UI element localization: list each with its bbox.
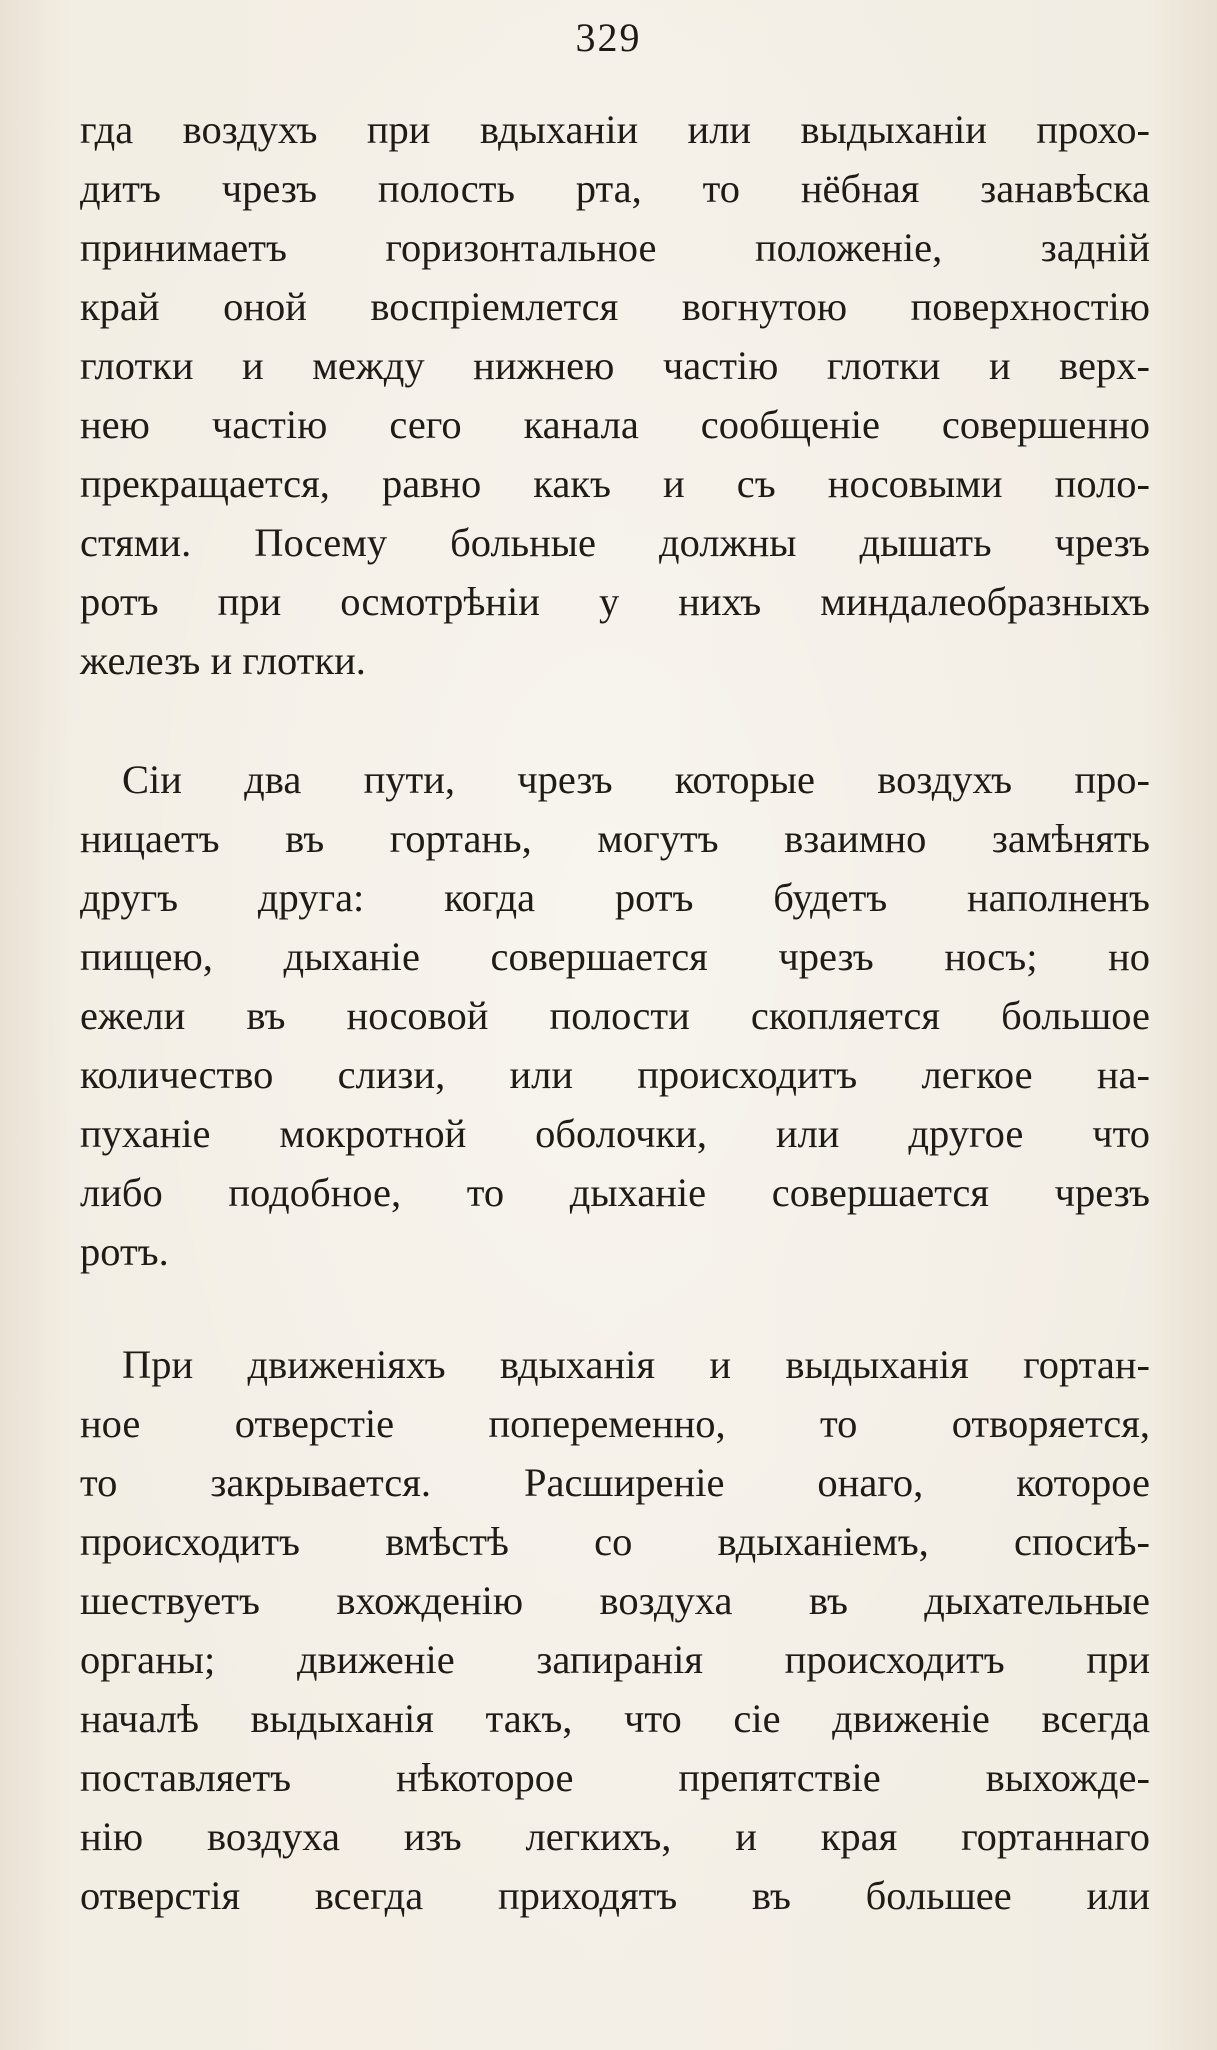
text-line: нію воздуха изъ легкихъ, и края гортаннаго xyxy=(80,1814,1150,1859)
text-line: органы; движеніе запиранія происходитъ при xyxy=(80,1637,1150,1682)
text-line: ежели въ носовой полости скопляется большое xyxy=(80,993,1150,1038)
paragraph-1 xyxy=(80,100,1150,690)
text-line: Сіи два пути, чрезъ которые воздухъ про- xyxy=(122,757,1150,802)
text-line: принимаетъ горизонтальное положеніе, задній xyxy=(80,225,1150,270)
text-line: ротъ. xyxy=(80,1229,169,1274)
page-number: 329 xyxy=(575,15,642,60)
text-line: другъ друга: когда ротъ будетъ наполненъ xyxy=(80,875,1150,920)
text-line: шествуетъ вхожденію воздуха въ дыхательные xyxy=(80,1578,1150,1623)
text-line: нею частію сего канала сообщеніе совершенно xyxy=(80,402,1150,447)
text-line: поставляетъ нѣкоторое препятствіе выхожде- xyxy=(80,1755,1150,1800)
text-line: глотки и между нижнею частію глотки и верх- xyxy=(80,343,1150,388)
text-line: ницаетъ въ гортань, могутъ взаимно замѣнять xyxy=(80,816,1150,861)
paragraph-2 xyxy=(80,750,1150,1281)
text-line: происходитъ вмѣстѣ со вдыханіемъ, спосиѣ- xyxy=(80,1519,1150,1564)
text-line: количество слизи, или происходитъ легкое на- xyxy=(80,1052,1150,1097)
text-line: гда воздухъ при вдыханіи или выдыханіи прохо- xyxy=(80,107,1150,152)
text-line: При движеніяхъ вдыханія и выдыханія гортан- xyxy=(122,1342,1150,1387)
text-line: дитъ чрезъ полость рта, то нёбная занавѣска xyxy=(80,166,1150,211)
text-line: пищею, дыханіе совершается чрезъ носъ; но xyxy=(80,934,1150,979)
text-line: ное отверстіе попеременно, то отворяется, xyxy=(80,1401,1150,1446)
text-line: прекращается, равно какъ и съ носовыми поло- xyxy=(80,461,1150,506)
text-line: то закрывается. Расширеніе онаго, которое xyxy=(80,1460,1150,1505)
text-line: началѣ выдыханія такъ, что сіе движеніе всегда xyxy=(80,1696,1150,1741)
paragraph-3 xyxy=(80,1335,1150,1925)
text-line: стями. Посему больные должны дышать чрезъ xyxy=(80,520,1150,565)
text-line: либо подобное, то дыханіе совершается чрезъ xyxy=(80,1170,1150,1215)
text-line: отверстія всегда приходятъ въ большее или xyxy=(80,1873,1150,1918)
text-line: пуханіе мокротной оболочки, или другое что xyxy=(80,1111,1150,1156)
text-line: край оной воспріемлется вогнутою поверхностію xyxy=(80,284,1150,329)
text-line: ротъ при осмотрѣніи у нихъ миндалеобразныхъ xyxy=(80,579,1150,624)
text-line: железъ и глотки. xyxy=(80,638,366,683)
